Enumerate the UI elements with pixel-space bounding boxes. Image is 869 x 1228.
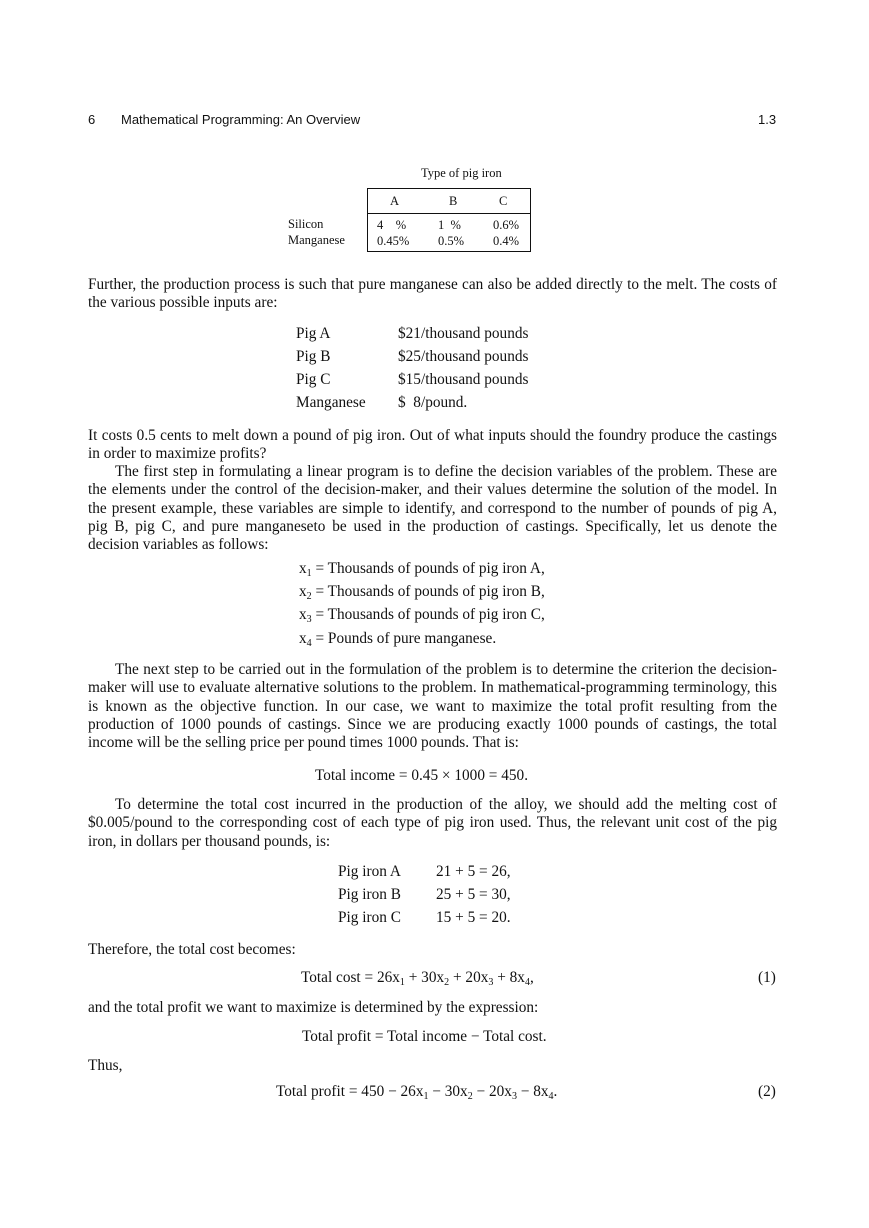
table-cell: 1 % — [438, 218, 461, 232]
page-number: 6 — [88, 112, 96, 127]
equation-number: (2) — [758, 1083, 776, 1100]
paragraph: and the total profit we want to maximize is determined by the expression: — [88, 999, 539, 1016]
paragraph: The next step to be carried out in the formulation of the problem is to determine the criterion the decision-maker will use to evaluate alternative solutions to the problem. In mathematical-programming terminology, this is known as the objective function. In our case, we want to maximize the total profit resulting from the production of 1000 pounds of castings. Since we are producing exactly 1000 pounds of castings, the total income will be the selling price per pound times 1000 pounds. That is: — [88, 661, 777, 752]
table-row-label: Manganese — [288, 233, 345, 247]
section-number: 1.3 — [758, 112, 777, 127]
table-header-rule — [368, 213, 530, 214]
total-cost-equation: Total $\cos t = 26x_1 + 30x_2 + 20x_3 + 8x_4$, — [301, 969, 534, 988]
paragraph: The first step in formulating a linear program is to define the decision variables of the problem. These are the elements under the control of the decision-maker, and their values determine the solution of the model. In the present example, these variables are simple to identify, and correspond to the number of pounds of pig A, pig B, pig C, and pure manganeseto be used in the production of castings. Specifically, let us denote the decision variables as follows: — [88, 463, 777, 554]
decision-variable: $x_2$ = Thousands of pounds of pig iron B, — [299, 583, 545, 602]
unit-cost-calc: 15 + 5 = 20. — [436, 909, 511, 926]
table-row-label: Silicon — [288, 217, 324, 231]
paragraph: Thus, — [88, 1057, 123, 1074]
cost-item: Manganese — [296, 394, 366, 411]
cost-value: $ 8/pound. — [398, 394, 468, 411]
table-col-header: B — [449, 194, 458, 208]
cost-value: $25/thousand pounds — [398, 348, 529, 365]
table-cell: 0.4% — [493, 234, 520, 248]
table-cell: 0.5% — [438, 234, 465, 248]
equation-number: (1) — [758, 969, 776, 986]
running-title: Mathematical Programming: An Overview — [121, 112, 361, 127]
table-cell: 0.6% — [493, 218, 520, 232]
pig-iron-table — [367, 188, 531, 252]
unit-cost-item: Pig iron A — [338, 863, 401, 880]
paragraph: Therefore, the total cost becomes: — [88, 941, 296, 958]
table-col-header: A — [390, 194, 400, 208]
cost-item: Pig C — [296, 371, 331, 388]
unit-cost-item: Pig iron C — [338, 909, 401, 926]
unit-cost-calc: 25 + 5 = 30, — [436, 886, 511, 903]
income-equation: Total income = 0.45 × 1000 = 450. — [315, 767, 529, 784]
unit-cost-item: Pig iron B — [338, 886, 401, 903]
unit-cost-calc: 21 + 5 = 26, — [436, 863, 511, 880]
paragraph: Further, the production process is such that pure manganese can also be added directly to the melt. The costs of the various possible inputs are: — [88, 276, 777, 312]
table-cell: 4 % — [377, 218, 407, 232]
paragraph: It costs 0.5 cents to melt down a pound of pig iron. Out of what inputs should the foundry produce the castings in order to maximize profits? — [88, 427, 777, 463]
table-col-header: C — [499, 194, 508, 208]
table-cell: 0.45% — [377, 234, 410, 248]
cost-item: Pig A — [296, 325, 331, 342]
decision-variable: $x_1$ = Thousands of pounds of pig iron A, — [299, 560, 545, 579]
paragraph: To determine the total cost incurred in the production of the alloy, we should add the melting cost of $0.005/pound to the corresponding cost of each type of pig iron used. Thus, the relevant unit cost of the pig iron, in dollars per thousand pounds, is: — [88, 796, 777, 850]
cost-value: $15/thousand pounds — [398, 371, 529, 388]
cost-item: Pig B — [296, 348, 331, 365]
total-profit-equation: Total profit = $450 - 26x_1 - 30x_2 - 20x_3 - 8x_4$. — [276, 1083, 558, 1102]
decision-variable: $x_3$ = Thousands of pounds of pig iron C, — [299, 606, 545, 625]
decision-variable: $x_4$ = Pounds of pure manganese. — [299, 630, 497, 649]
table-caption: Type of pig iron — [421, 166, 502, 180]
cost-value: $21/thousand pounds — [398, 325, 529, 342]
profit-definition: Total profit = Total income − Total cost. — [302, 1028, 547, 1045]
